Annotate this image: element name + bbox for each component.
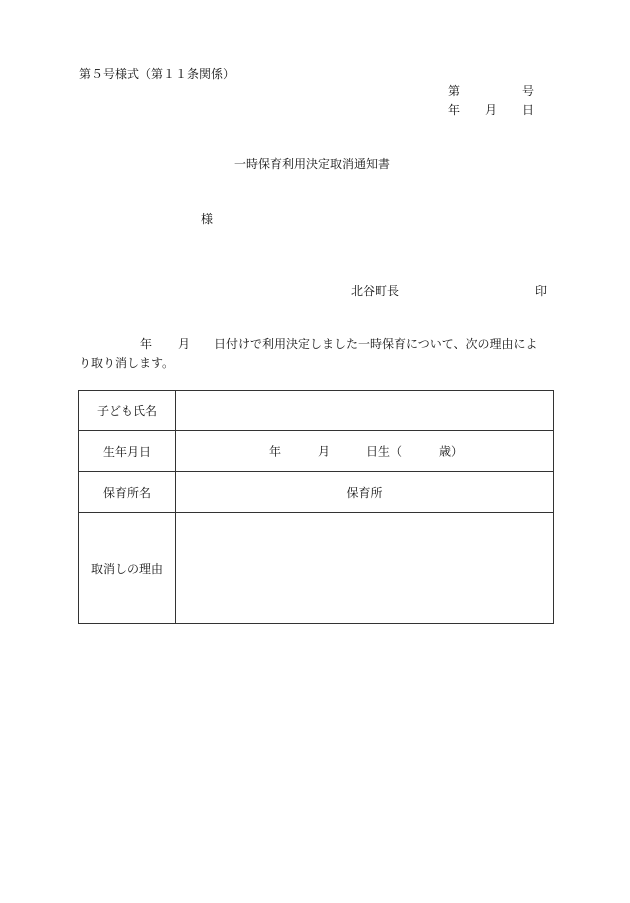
child-name-label: 子ども氏名 bbox=[79, 391, 176, 431]
document-number-prefix: 第 bbox=[448, 84, 461, 98]
issue-date-day: 日 bbox=[522, 103, 535, 117]
table-row-child-name bbox=[79, 391, 554, 431]
birth-day: 日生（ bbox=[366, 444, 403, 459]
table-row-nursery bbox=[79, 472, 554, 513]
nursery-field[interactable]: 保育所 bbox=[176, 472, 554, 513]
issuer-name: 北谷町長 bbox=[351, 284, 400, 298]
seal-mark: 印 bbox=[535, 284, 548, 298]
table-row-reason bbox=[79, 513, 554, 624]
birthdate-field[interactable] bbox=[176, 431, 554, 472]
child-name-field[interactable] bbox=[176, 391, 554, 431]
body-text-line2: り取り消します。 bbox=[79, 356, 175, 370]
nursery-label: 保育所名 bbox=[79, 472, 176, 513]
body-month: 月 bbox=[178, 337, 191, 351]
recipient-honorific: 様 bbox=[201, 212, 214, 226]
birthdate-label: 生年月日 bbox=[79, 431, 176, 472]
issue-date-year: 年 bbox=[448, 103, 461, 117]
form-number: 第５号様式（第１１条関係） bbox=[79, 67, 236, 81]
document-number-suffix: 号 bbox=[522, 84, 535, 98]
body-year: 年 bbox=[140, 337, 153, 351]
issue-date-month: 月 bbox=[485, 103, 498, 117]
reason-label: 取消しの理由 bbox=[79, 513, 176, 624]
birth-month: 月 bbox=[318, 444, 331, 459]
body-text-line1: 日付けで利用決定しました一時保育について、次の理由によ bbox=[214, 337, 538, 351]
birth-year: 年 bbox=[269, 444, 282, 459]
birth-age: 歳） bbox=[439, 444, 464, 459]
reason-field[interactable] bbox=[176, 513, 554, 624]
details-table bbox=[78, 390, 554, 624]
table-row-birthdate bbox=[79, 431, 554, 472]
document-title: 一時保育利用決定取消通知書 bbox=[234, 157, 391, 171]
